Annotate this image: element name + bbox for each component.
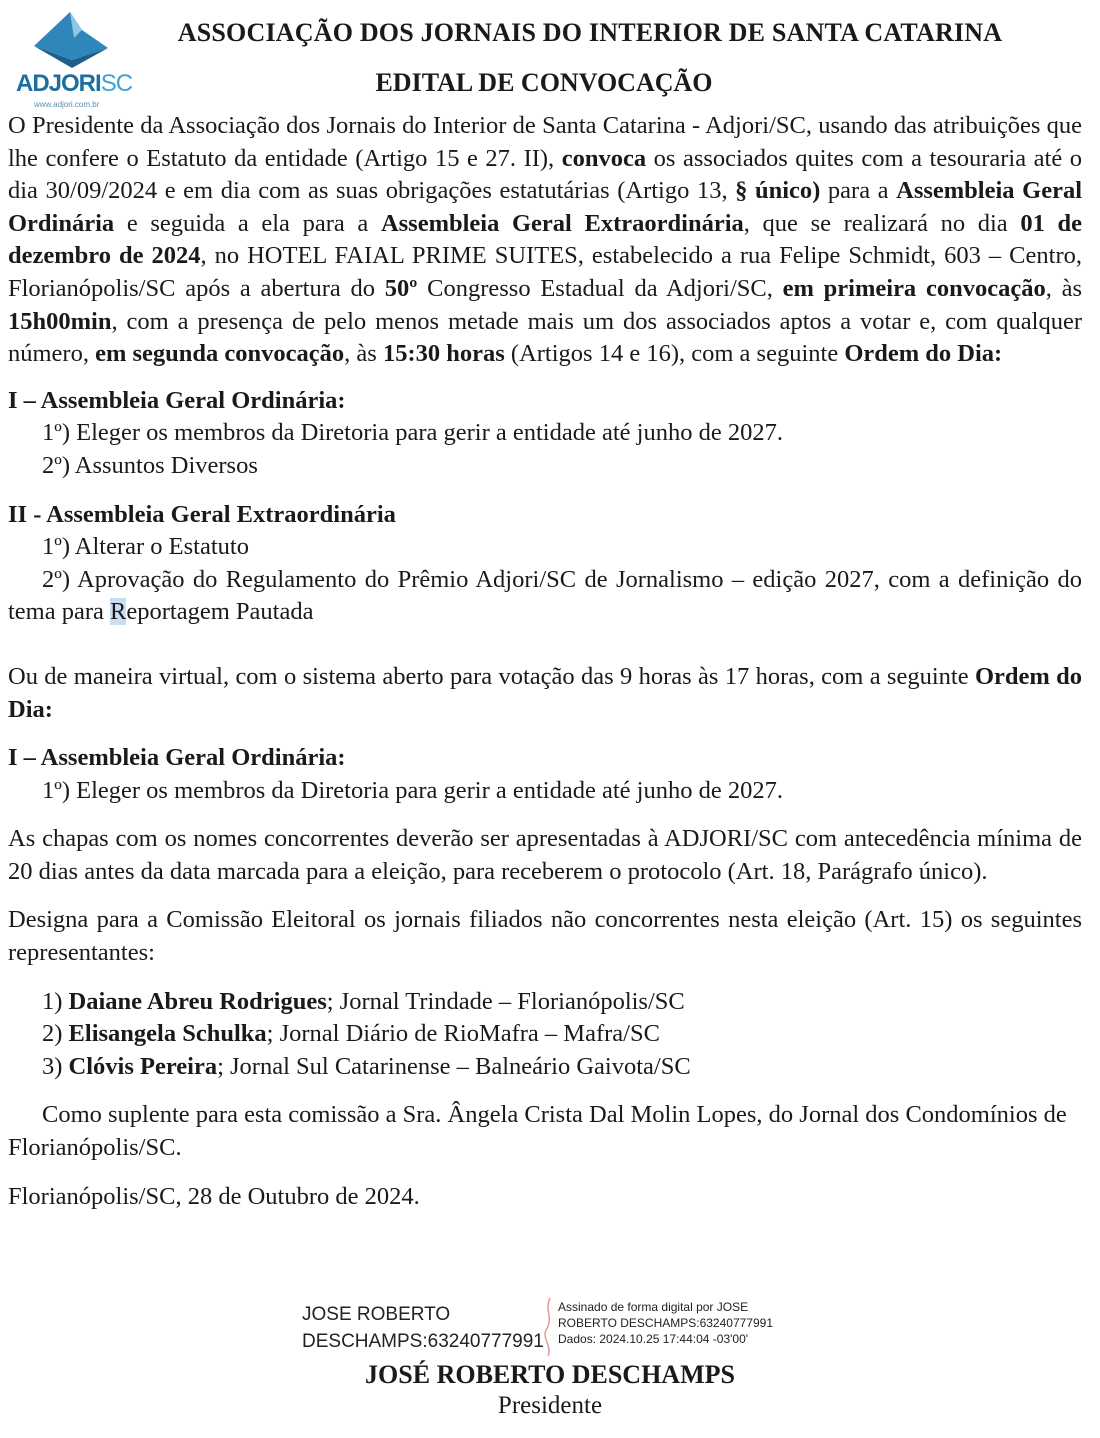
page-title: ASSOCIAÇÃO DOS JORNAIS DO INTERIOR DE SANTA CATARINA: [177, 18, 1003, 47]
intro-bold-segment: 50º: [384, 274, 418, 302]
intro-bold-segment: em segunda convocação: [95, 340, 345, 368]
intro-segment: (Artigos 14 e 16), com a seguinte: [504, 340, 845, 368]
intro-segment: , às: [344, 340, 383, 368]
intro-segment: O Presidente da Associação dos Jornais do Interior de Santa Catarina - Adjori/SC, usando das atribuições que lhe confere o Estatuto da entidade (Artigo 15 e 27. II),: [8, 112, 1082, 172]
digital-signature-info: Assinado de forma digital por JOSE ROBERTO DESCHAMPS:63240777991 Dados: 2024.10.25 17:44:04 -03'00': [558, 1300, 773, 1346]
digital-signature-name: JOSE ROBERTO DESCHAMPS:63240777991: [302, 1304, 544, 1352]
chapas-paragraph: As chapas com os nomes concorrentes deverão ser apresentadas à ADJORI/SC com antecedência mínima de 20 dias antes da data marcada para a eleição, para receberem o protocolo (Art. 18, Parágrafo único).: [8, 825, 1082, 885]
intro-segment: , que se realizará no dia: [743, 209, 1021, 237]
document-subtitle: EDITAL DE CONVOCAÇÃO: [375, 68, 713, 97]
list-item: 1) Daiane Abreu Rodrigues; Jornal Trindade – Florianópolis/SC: [42, 987, 685, 1015]
representatives-list: [8, 986, 1082, 1084]
intro-segment: e seguida a ela para a: [114, 209, 381, 237]
list-item: 2) Elisangela Schulka; Jornal Diário de RioMafra – Mafra/SC: [42, 1020, 660, 1048]
intro-segment: , no HOTEL FAIAL PRIME SUITES, estabelecido a rua Felipe Schmidt, 603 – Centro, Florianópolis/SC após a abertura do: [8, 242, 1082, 302]
section-heading-ordinaria: I – Assembleia Geral Ordinária:: [8, 386, 346, 414]
virtual-paragraph: Ou de maneira virtual, com o sistema aberto para votação das 9 horas às 17 horas, com a seguinte Ordem do Dia:: [8, 662, 1083, 723]
intro-bold-segment: 01 de dezembro de 2024: [8, 209, 1082, 270]
list-item: 1º) Eleger os membros da Diretoria para gerir a entidade até junho de 2027.: [42, 776, 783, 804]
signature-mark-icon: [540, 1296, 558, 1358]
list-item: 3) Clóvis Pereira; Jornal Sul Catarinense – Balneário Gaivota/SC: [42, 1052, 691, 1080]
intro-bold-segment: Assembleia Geral Extraordinária: [380, 209, 744, 237]
intro-bold-segment: 15:30 horas: [382, 340, 505, 368]
suplente-paragraph: Como suplente para esta comissão a Sra. Ângela Crista Dal Molin Lopes, do Jornal dos Condomínios de Florianópolis/SC.: [8, 1101, 1067, 1162]
intro-segment: , às: [1045, 274, 1082, 302]
intro-paragraph: [8, 110, 1082, 371]
intro-bold-segment: Assembleia Geral Ordinária: [8, 177, 1082, 237]
document-body: [8, 110, 1082, 1213]
logo-wordmark: ADJORISC: [16, 70, 133, 97]
list-item: 2º) Aprovação do Regulamento do Prêmio Adjori/SC de Jornalismo – edição 2027, com a definição do tema para Reportagem Pautada: [8, 565, 1082, 626]
designa-paragraph: Designa para a Comissão Eleitoral os jornais filiados não concorrentes nesta eleição (Art. 15) os seguintes representantes:: [8, 906, 1082, 967]
list-item: 2º) Assuntos Diversos: [42, 451, 258, 479]
intro-bold-segment: em primeira convocação: [782, 274, 1046, 302]
intro-bold-segment: 15h00min: [8, 307, 112, 335]
signer-name: JOSÉ ROBERTO DESCHAMPS: [365, 1360, 735, 1389]
intro-segment: os associados quites com a tesouraria até o dia 30/09/2024 e em dia com as suas obrigações estatutárias (Artigo 13,: [8, 144, 1082, 205]
list-item: 1º) Alterar o Estatuto: [42, 533, 249, 561]
logo-url: www.adjori.com.br: [34, 100, 100, 109]
signer-role: Presidente: [497, 1392, 603, 1419]
intro-bold-segment: convoca: [561, 144, 647, 172]
date-line: Florianópolis/SC, 28 de Outubro de 2024.: [8, 1182, 420, 1210]
intro-segment: para a: [820, 177, 897, 205]
section-heading-extraordinaria: II - Assembleia Geral Extraordinária: [8, 500, 396, 528]
intro-bold-segment: § único): [735, 177, 821, 205]
list-item: 1º) Eleger os membros da Diretoria para gerir a entidade até junho de 2027.: [42, 419, 783, 447]
text-highlight: R: [110, 598, 127, 626]
section-heading-virtual-ordinaria: I – Assembleia Geral Ordinária:: [8, 744, 346, 772]
intro-segment: , com a presença de pelo menos metade mais um dos associados aptos a votar e, com qualquer número,: [8, 307, 1082, 368]
adjori-logo-mark-icon: [12, 8, 130, 74]
intro-bold-segment: Ordem do Dia:: [844, 340, 1003, 368]
adjori-logo: [12, 8, 133, 109]
intro-segment: Congresso Estadual da Adjori/SC,: [417, 274, 783, 302]
